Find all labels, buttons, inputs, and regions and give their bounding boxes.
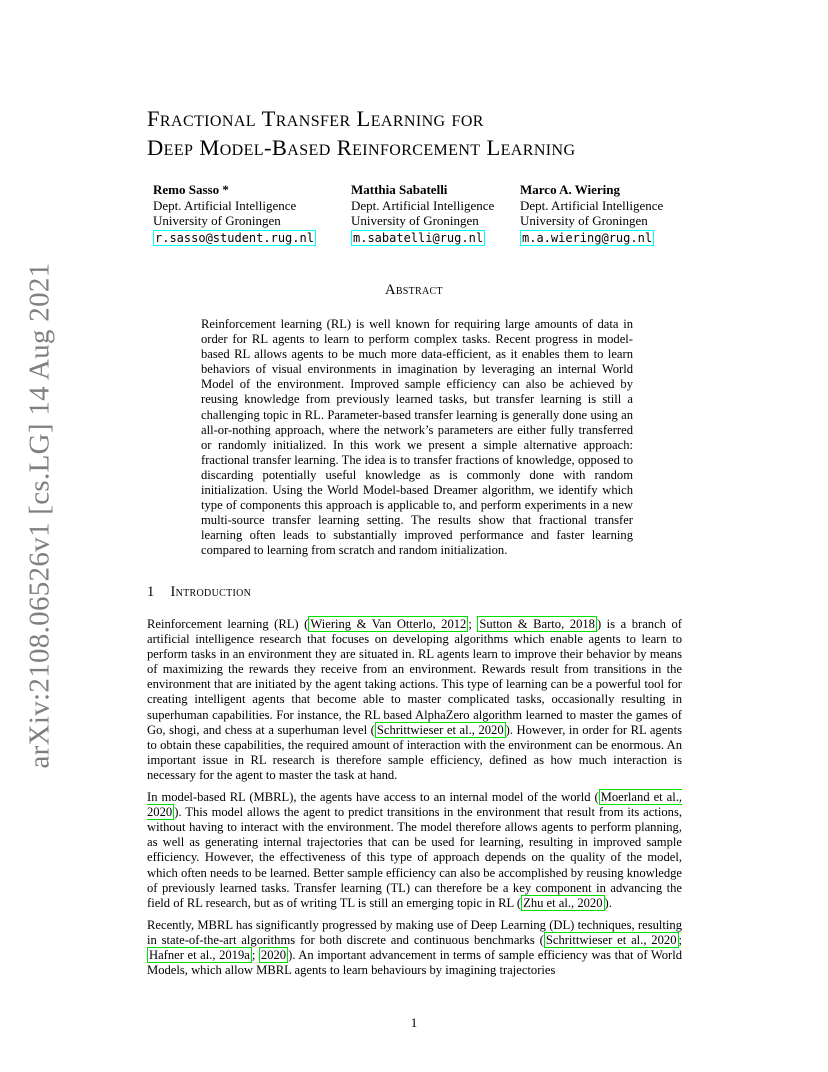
- author-block-3: [520, 182, 663, 246]
- arxiv-identifier: arXiv:2108.06526v1 [cs.LG] 14 Aug 2021: [23, 262, 56, 768]
- text-run: In model-based RL (MBRL), the agents have access to an internal model of the world (: [147, 790, 599, 805]
- citation-link[interactable]: Schrittwieser et al., 2020: [376, 722, 504, 737]
- citation-link[interactable]: Schrittwieser et al., 2020: [545, 932, 677, 947]
- author-name: Remo Sasso *: [153, 182, 229, 197]
- paragraph-2: [147, 790, 682, 911]
- text-run: ). However, in order for RL agents to obtain these capabilities, the required amount of interaction with the environment can be enormous. An important issue in RL research is therefore sample efficiency, defined as how much interaction is necessary for the agent to master the task at hand.: [147, 722, 682, 782]
- paragraph-1: [147, 617, 682, 783]
- section-title: Introduction: [170, 584, 252, 600]
- paragraph-3: [147, 918, 682, 978]
- citation-link[interactable]: Moerland et al., 2020: [147, 790, 683, 820]
- section-heading: [147, 584, 251, 601]
- title-line-1: Fractional Transfer Learning for: [147, 106, 484, 131]
- author-dept: Dept. Artificial Intelligence: [520, 197, 664, 213]
- text-run: ). An important advancement in terms of sample efficiency was that of World Models, which allow MBRL agents to learn behaviours by imagining trajectories: [147, 947, 682, 978]
- title-line-2: Deep Model-Based Reinforcement Learning: [147, 135, 576, 160]
- text-run: Recently, MBRL has significantly progressed by making use of Deep Learning (DL) techniques, resulting in state-of-the-art algorithms for both discrete and continuous benchmarks (: [147, 917, 682, 947]
- author-university: University of Groningen: [153, 213, 281, 228]
- author-name: Matthia Sabatelli: [351, 182, 448, 197]
- text-run: Reinforcement learning (RL) (: [147, 617, 309, 631]
- abstract-heading: Abstract: [385, 282, 443, 298]
- text-run: ;: [678, 932, 682, 947]
- citation-link[interactable]: 2020: [260, 947, 287, 962]
- introduction-body: [147, 617, 682, 985]
- author-block-1: [153, 182, 316, 246]
- text-run: ;: [468, 617, 478, 631]
- citation-link[interactable]: Zhu et al., 2020: [523, 895, 603, 910]
- author-email-link[interactable]: m.sabatelli@rug.nl: [353, 230, 484, 245]
- page-number: 1: [410, 1015, 418, 1030]
- author-name: Marco A. Wiering: [520, 182, 621, 197]
- paper-title: [147, 104, 707, 162]
- author-university: University of Groningen: [351, 213, 479, 228]
- author-email-link[interactable]: r.sasso@student.rug.nl: [155, 230, 314, 245]
- abstract-text: Reinforcement learning (RL) is well known for requiring large amounts of data in order for RL agents to learn to perform complex tasks. Recent progress in model-based RL allows agents to be much more data-efficient, as it enables them to learn behaviors of visual environments in imagination by leveraging an internal World Model of the environment. Improved sample efficiency can also be achieved by reusing knowledge from previously learned tasks, but transfer learning is still a challenging topic in RL. Parameter-based transfer learning is generally done using an all-or-nothing approach, where the network’s parameters are either fully transferred or randomly initialized. In this work we present a simple alternative approach: fractional transfer learning. The idea is to transfer fractions of knowledge, opposed to discarding potentially useful knowledge as is commonly done with random initialization. Using the World Model-based Dreamer algorithm, we identify which type of components this approach is applicable to, and perform experiments in a new multi-source transfer learning setting. The results show that fractional transfer learning often leads to substantially improved performance and faster learning compared to learning from scratch and random initialization.: [201, 317, 633, 558]
- author-block-2: [351, 182, 494, 246]
- text-run: ) is a branch of artificial intelligence research that focuses on developing algorithms which enable agents to learn to perform tasks in an environment they are situated in. RL agents learn to improve their behavior by means of maximizing the rewards they receive from an environment. Rewards result from transitions in the environment that are initiated by the agent taking actions. This type of learning can be a powerful tool for creating intelligent agents that become able to master complicated tasks, occasionally resulting in superhuman capabilities. For instance, the RL based AlphaZero algorithm learned to master the games of Go, shogi, and chess at a superhuman level (: [147, 617, 682, 737]
- citation-link[interactable]: Wiering & Van Otterlo, 2012: [310, 617, 467, 631]
- arxiv-identifier-margin: [22, 262, 58, 768]
- text-run: ;: [251, 947, 259, 962]
- text-run: ). This model allows the agent to predict transitions in the environment that result from its actions, without having to interact with the environment. The model therefore allows agents to perform planning, as well as generating internal trajectories that can be used for learning, resulting in improved sample efficiency. However, the effectiveness of this type of approach depends on the quality of the model, which often needs to be learned. Better sample efficiency can also be accomplished by reusing knowledge of previously learned tasks. Transfer learning (TL) can therefore be a key component in advancing the field of RL research, but as of writing TL is still an emerging topic in RL (: [147, 805, 682, 910]
- author-email-link[interactable]: m.a.wiering@rug.nl: [522, 230, 653, 245]
- citation-link[interactable]: Sutton & Barto, 2018: [479, 617, 595, 631]
- section-number: 1: [147, 584, 155, 600]
- author-university: University of Groningen: [520, 213, 648, 228]
- author-dept: Dept. Artificial Intelligence: [153, 197, 297, 213]
- author-dept: Dept. Artificial Intelligence: [351, 197, 495, 213]
- text-run: ).: [604, 895, 612, 910]
- citation-link[interactable]: Hafner et al., 2019a: [149, 947, 250, 962]
